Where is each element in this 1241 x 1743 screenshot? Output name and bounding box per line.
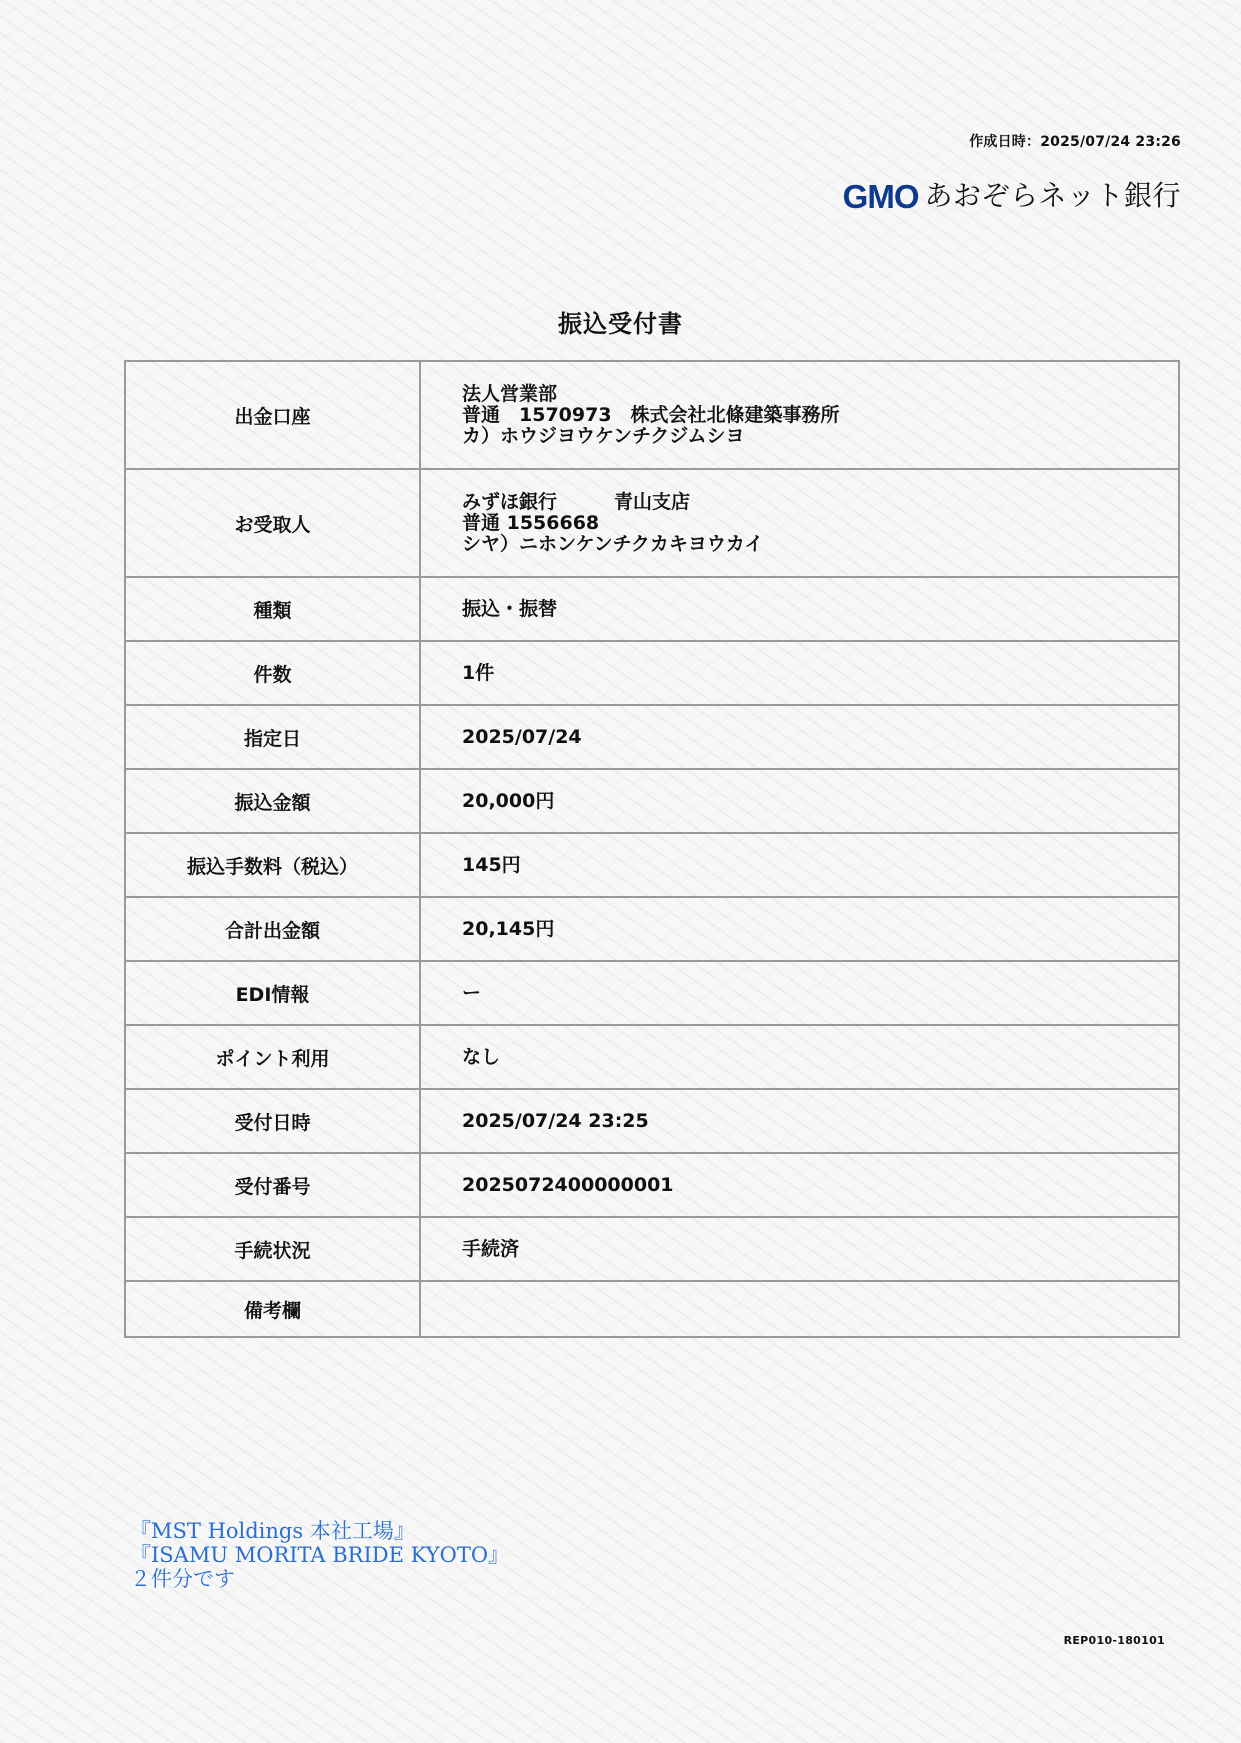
value-accepted-datetime: 2025/07/24 23:25	[420, 1089, 1179, 1153]
value-transfer-fee: 145円	[420, 833, 1179, 897]
label-count: 件数	[125, 641, 420, 705]
row-transfer-amount	[125, 769, 1179, 833]
label-recipient: お受取人	[125, 469, 420, 577]
recipient-bank-branch: みずほ銀行 青山支店	[462, 490, 691, 513]
label-accepted-number: 受付番号	[125, 1153, 420, 1217]
row-point-usage	[125, 1025, 1179, 1089]
value-total-withdrawal: 20,145円	[420, 897, 1179, 961]
created-datetime: 作成日時：2025/07/24 23:26	[969, 134, 1181, 150]
value-count: 1件	[420, 641, 1179, 705]
recipient-name-kana: シヤ）ニホンケンチクカキヨウカイ	[462, 532, 764, 555]
row-procedure-status	[125, 1217, 1179, 1281]
memo-line: 『ISAMU MORITA BRIDE KYOTO』	[130, 1543, 510, 1567]
row-withdrawal-account	[125, 361, 1179, 469]
withdrawal-account-number: 普通 1570973 株式会社北條建築事務所	[462, 403, 840, 426]
value-designated-date: 2025/07/24	[420, 705, 1179, 769]
gmo-logo-mark: GMO	[842, 177, 919, 215]
value-edi-info: ー	[420, 961, 1179, 1025]
label-designated-date: 指定日	[125, 705, 420, 769]
value-accepted-number: 2025072400000001	[420, 1153, 1179, 1217]
memo-line: 『MST Holdings 本社工場』	[130, 1519, 415, 1543]
label-accepted-datetime: 受付日時	[125, 1089, 420, 1153]
value-type: 振込・振替	[420, 577, 1179, 641]
value-recipient	[420, 469, 1179, 577]
label-withdrawal-account: 出金口座	[125, 361, 420, 469]
row-accepted-datetime	[125, 1089, 1179, 1153]
value-procedure-status: 手続済	[420, 1217, 1179, 1281]
label-procedure-status: 手続状況	[125, 1217, 420, 1281]
label-transfer-fee: 振込手数料（税込）	[125, 833, 420, 897]
value-withdrawal-account	[420, 361, 1179, 469]
value-remarks	[420, 1281, 1179, 1337]
memo-line: ２件分です	[130, 1567, 235, 1591]
row-count	[125, 641, 1179, 705]
row-remarks	[125, 1281, 1179, 1337]
label-remarks: 備考欄	[125, 1281, 420, 1337]
handwritten-memo	[130, 1519, 509, 1591]
row-type	[125, 577, 1179, 641]
transfer-receipt-table	[124, 360, 1180, 1338]
form-code: REP010-180101	[1063, 1634, 1165, 1647]
bank-logo	[843, 178, 1181, 214]
document-title: 振込受付書	[558, 310, 683, 338]
value-point-usage: なし	[420, 1025, 1179, 1089]
label-type: 種類	[125, 577, 420, 641]
row-designated-date	[125, 705, 1179, 769]
label-point-usage: ポイント利用	[125, 1025, 420, 1089]
label-total-withdrawal: 合計出金額	[125, 897, 420, 961]
withdrawal-branch: 法人営業部	[462, 382, 558, 405]
row-accepted-number	[125, 1153, 1179, 1217]
bank-name: あおぞらネット銀行	[924, 179, 1181, 212]
row-total-withdrawal	[125, 897, 1179, 961]
row-recipient	[125, 469, 1179, 577]
recipient-account-number: 普通 1556668	[462, 511, 600, 534]
row-edi-info	[125, 961, 1179, 1025]
label-edi-info: EDI情報	[125, 961, 420, 1025]
value-transfer-amount: 20,000円	[420, 769, 1179, 833]
withdrawal-account-kana: カ）ホウジヨウケンチクジムシヨ	[462, 424, 745, 447]
row-transfer-fee	[125, 833, 1179, 897]
label-transfer-amount: 振込金額	[125, 769, 420, 833]
